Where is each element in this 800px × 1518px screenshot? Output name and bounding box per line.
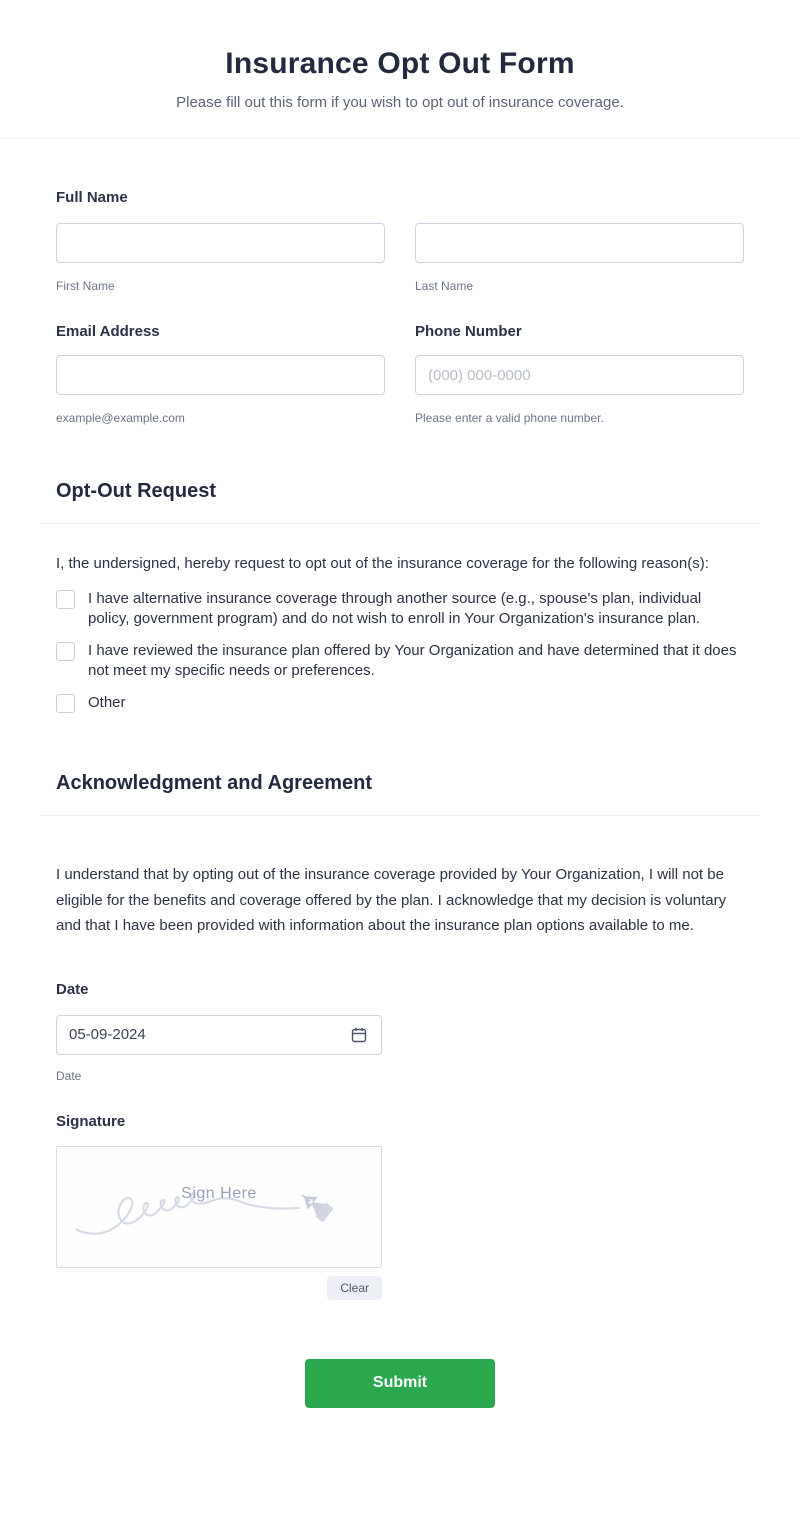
full-name-label: Full Name <box>56 189 128 206</box>
contact-inputs-row <box>56 355 744 395</box>
header-divider <box>0 138 800 139</box>
form-header <box>0 0 800 112</box>
phone-input[interactable] <box>415 355 744 395</box>
clear-signature-button[interactable]: Clear <box>327 1276 382 1300</box>
submit-row <box>56 1359 744 1451</box>
form-title: Insurance Opt Out Form <box>225 47 575 80</box>
checkbox-label: I have reviewed the insurance plan offered by Your Organization and have determined that it does not meet my specific needs or preferences. <box>88 642 737 679</box>
checkbox-icon[interactable] <box>56 694 75 713</box>
checkbox-label: Other <box>88 694 126 711</box>
opt-out-intro: I, the undersigned, hereby request to opt out of the insurance coverage for the following reason(s): <box>56 555 709 572</box>
email-field <box>56 355 385 395</box>
form-body <box>0 189 800 503</box>
opt-out-heading: Opt-Out Request <box>56 480 216 502</box>
email-input[interactable] <box>56 355 385 395</box>
checkbox-label: I have alternative insurance coverage through another source (e.g., spouse's plan, individual policy, government program) and do not wish to enroll in Your Organization's insurance plan. <box>88 590 702 627</box>
opt-out-option-alternative-coverage[interactable] <box>56 589 744 629</box>
acknowledgment-heading: Acknowledgment and Agreement <box>56 772 372 794</box>
opt-out-option-reviewed-plan[interactable] <box>56 641 744 681</box>
checkbox-icon[interactable] <box>56 642 75 661</box>
checkbox-icon[interactable] <box>56 590 75 609</box>
contact-sublabels-row <box>56 412 744 425</box>
phone-field <box>415 355 744 395</box>
calendar-icon <box>350 1026 368 1044</box>
signature-squiggle-icon <box>57 1147 381 1267</box>
first-name-sublabel: First Name <box>56 279 115 293</box>
date-label: Date <box>56 980 89 998</box>
full-name-sublabels <box>56 280 744 293</box>
last-name-field <box>415 223 744 263</box>
sign-here-hint: Sign Here <box>181 1184 257 1202</box>
contact-labels-row <box>56 323 744 341</box>
signature-pad[interactable] <box>56 1146 382 1268</box>
email-sublabel: example@example.com <box>56 411 185 425</box>
phone-sublabel: Please enter a valid phone number. <box>415 411 604 425</box>
submit-button[interactable]: Submit <box>305 1359 495 1408</box>
form-subtitle: Please fill out this form if you wish to opt out of insurance coverage. <box>176 94 624 111</box>
first-name-input[interactable] <box>56 223 385 263</box>
signature-label: Signature <box>56 1112 126 1130</box>
acknowledgment-text: I understand that by opting out of the insurance coverage provided by Your Organization, I will not be eligible for the benefits and coverage offered by the plan. I acknowledge that my decision is voluntary and that I have been provided with information about the insurance plan options available to me. <box>56 866 727 934</box>
opt-out-option-other[interactable] <box>56 693 744 713</box>
opt-out-options <box>56 589 744 713</box>
date-field <box>56 1015 382 1055</box>
phone-label: Phone Number <box>415 323 522 340</box>
email-label: Email Address <box>56 323 160 340</box>
date-input[interactable] <box>56 1015 382 1055</box>
opt-out-divider <box>40 523 760 524</box>
date-sublabel: Date <box>56 1068 82 1083</box>
signature-actions <box>56 1276 382 1300</box>
acknowledgment-divider <box>40 815 760 816</box>
last-name-input[interactable] <box>415 223 744 263</box>
last-name-sublabel: Last Name <box>415 279 474 293</box>
calendar-picker-button[interactable] <box>346 1015 372 1055</box>
first-name-field <box>56 223 385 263</box>
full-name-row <box>56 223 744 263</box>
